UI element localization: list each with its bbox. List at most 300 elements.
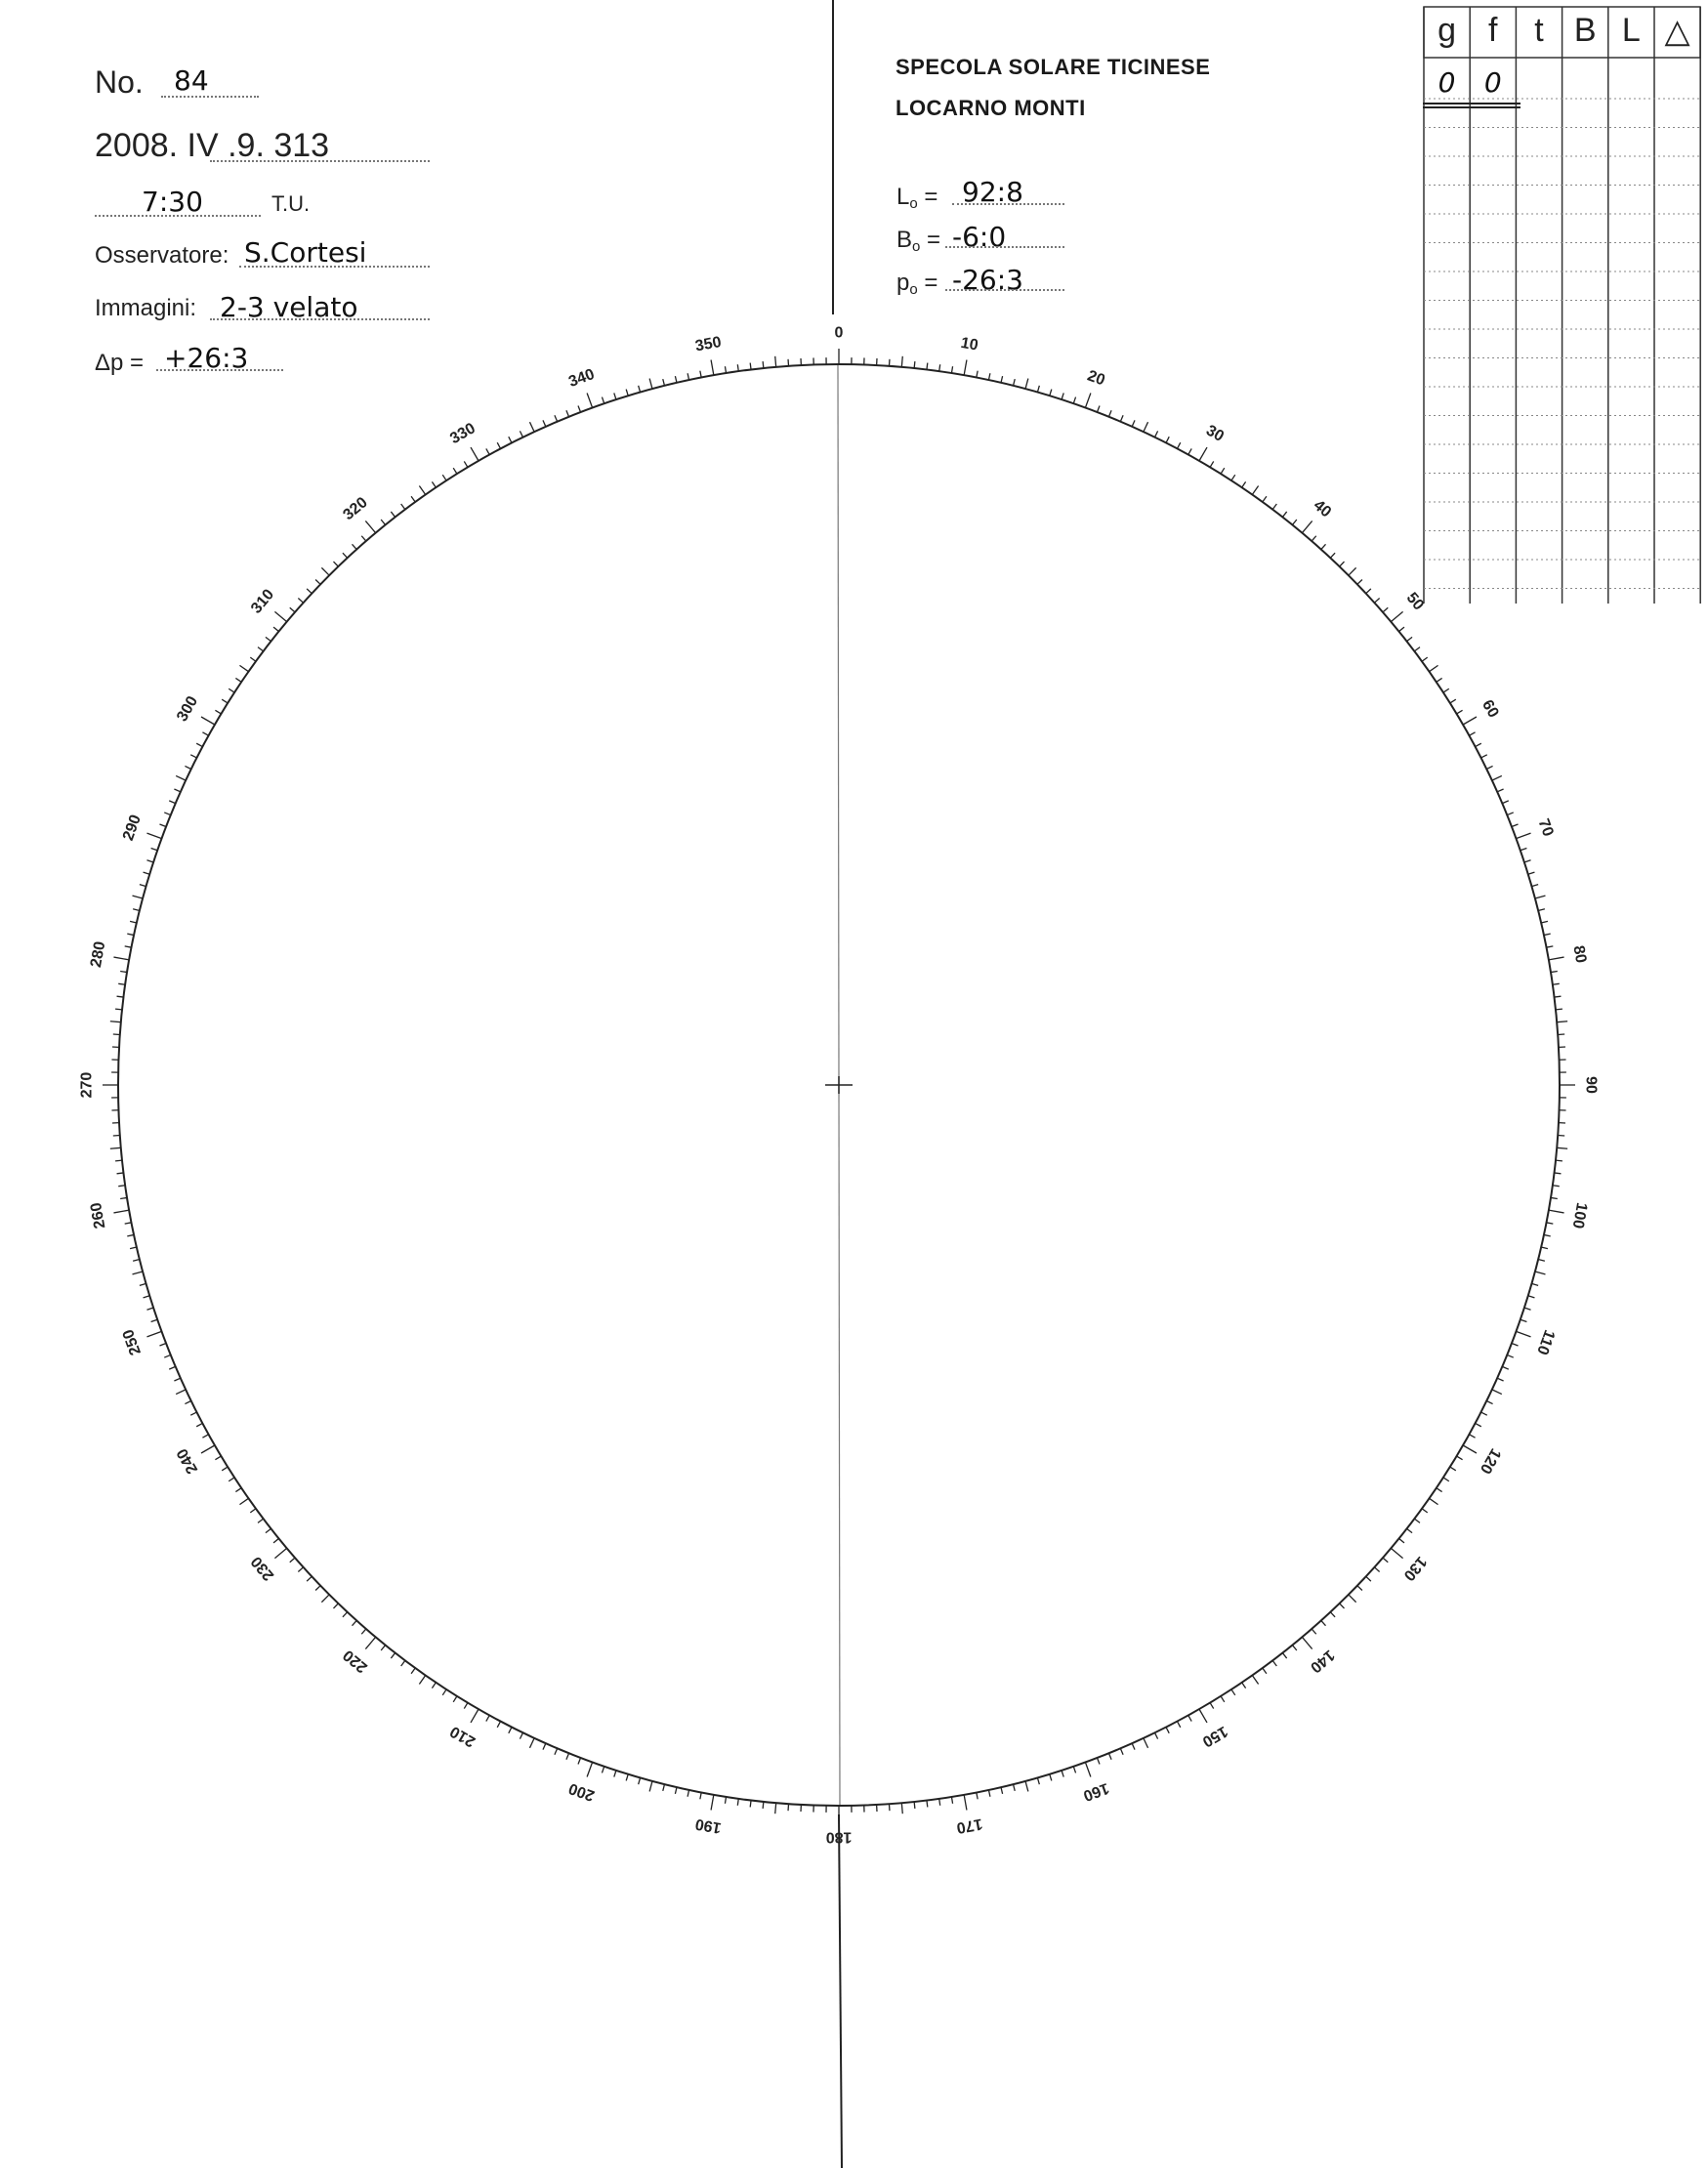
- degree-tick: [988, 373, 989, 380]
- degree-tick: [1528, 1296, 1535, 1298]
- degree-tick: [1357, 1586, 1362, 1591]
- degree-tick: [202, 1435, 208, 1438]
- degree-tick: [1221, 468, 1225, 474]
- degree-tick: [266, 637, 271, 641]
- degree-tick: [775, 356, 776, 367]
- degree-tick: [1497, 789, 1503, 792]
- degree-tick: [1553, 983, 1560, 984]
- degree-tick: [1132, 420, 1135, 426]
- degree-tick: [250, 1509, 256, 1513]
- degree-label: 90: [1582, 1076, 1600, 1094]
- degree-tick: [273, 1538, 278, 1542]
- degree-tick: [352, 544, 356, 549]
- degree-tick: [1549, 1210, 1564, 1213]
- degree-tick: [1073, 1767, 1075, 1773]
- degree-tick: [146, 1308, 153, 1310]
- degree-tick: [419, 485, 425, 494]
- degree-tick: [453, 468, 457, 474]
- degree-tick: [401, 1660, 405, 1666]
- table-header-4: L: [1621, 12, 1641, 49]
- degree-label: 30: [1203, 422, 1227, 445]
- degree-tick: [763, 1802, 764, 1809]
- degree-label: 140: [1307, 1646, 1338, 1676]
- degree-tick: [750, 1800, 751, 1807]
- degree-tick: [578, 405, 581, 412]
- degree-tick: [1144, 422, 1148, 432]
- degree-tick: [361, 1629, 366, 1634]
- degree-tick: [1422, 657, 1428, 661]
- degree-tick: [1502, 1366, 1508, 1369]
- degree-tick: [1430, 1498, 1438, 1504]
- degree-tick: [130, 1247, 137, 1249]
- degree-tick: [125, 946, 132, 947]
- observer-value: S.Cortesi: [244, 236, 367, 269]
- degree-tick: [333, 1604, 338, 1608]
- degree-tick: [711, 359, 714, 375]
- degree-tick: [140, 1283, 146, 1285]
- degree-tick: [1486, 766, 1492, 769]
- degree-label: 150: [1199, 1722, 1230, 1750]
- degree-tick: [185, 1401, 190, 1404]
- degree-tick: [1272, 1660, 1276, 1666]
- degree-tick: [1549, 957, 1564, 960]
- degree-tick: [1486, 1401, 1492, 1404]
- degree-tick: [626, 390, 628, 396]
- degree-label: 340: [566, 365, 598, 391]
- degree-tick: [1516, 833, 1530, 838]
- degree-tick: [471, 447, 479, 461]
- degree-tick: [115, 1160, 122, 1161]
- degree-tick: [700, 1792, 701, 1799]
- table-header-3: B: [1573, 12, 1597, 49]
- degree-tick: [229, 688, 234, 692]
- degree-tick: [442, 1689, 446, 1695]
- degree-tick: [687, 1790, 688, 1797]
- degree-tick: [1374, 1567, 1379, 1572]
- degree-tick: [201, 717, 215, 725]
- degree-tick: [1108, 1753, 1111, 1759]
- date-value: 2008. IV .9. 313: [95, 127, 330, 164]
- degree-tick: [365, 521, 375, 532]
- degree-tick: [140, 885, 146, 887]
- degree-tick: [1407, 1528, 1413, 1532]
- degree-tick: [1546, 946, 1553, 947]
- degree-tick: [1383, 1558, 1388, 1563]
- degree-tick: [675, 376, 677, 383]
- degree-tick: [432, 481, 436, 487]
- degree-tick: [315, 1586, 320, 1591]
- degree-tick: [737, 1799, 738, 1806]
- degree-tick: [1538, 1260, 1545, 1262]
- degree-tick: [977, 371, 978, 378]
- degree-tick: [951, 366, 952, 373]
- degree-tick: [125, 1223, 132, 1224]
- degree-tick: [700, 371, 701, 378]
- degree-label: 10: [959, 334, 979, 354]
- degree-tick: [1516, 1331, 1530, 1336]
- degree-tick: [1263, 496, 1267, 502]
- degree-tick: [290, 1558, 295, 1563]
- degree-tick: [901, 1803, 902, 1814]
- degree-tick: [159, 824, 166, 827]
- degree-label: 40: [1310, 496, 1335, 521]
- degree-tick: [1025, 379, 1028, 390]
- l0-label: $L_o$ =: [896, 184, 938, 212]
- degree-tick: [307, 589, 312, 594]
- degree-tick: [1302, 1637, 1312, 1648]
- degree-tick: [222, 699, 228, 703]
- degree-tick: [529, 1738, 534, 1748]
- degree-tick: [1282, 1653, 1286, 1659]
- degree-tick: [352, 1620, 356, 1625]
- degree-tick: [1177, 442, 1180, 448]
- degree-tick: [169, 1366, 175, 1369]
- degree-tick: [1144, 1738, 1148, 1748]
- degree-tick: [977, 1792, 978, 1799]
- degree-tick: [113, 1210, 129, 1213]
- degree-tick: [1231, 1689, 1235, 1695]
- degree-tick: [1374, 598, 1379, 603]
- degree-tick: [117, 996, 124, 997]
- degree-tick: [411, 1668, 415, 1674]
- degree-tick: [1001, 1787, 1003, 1794]
- degree-tick: [1340, 562, 1345, 566]
- degree-tick: [146, 1331, 161, 1336]
- degree-tick: [290, 607, 295, 612]
- degree-tick: [663, 379, 665, 386]
- degree-label: 250: [119, 1326, 145, 1357]
- degree-tick: [566, 410, 569, 416]
- degree-tick: [1210, 1703, 1214, 1709]
- degree-label: 210: [447, 1722, 479, 1750]
- degree-tick: [307, 1576, 312, 1581]
- degree-tick: [1349, 1595, 1356, 1603]
- p0-value: -26:3: [952, 264, 1023, 296]
- degree-tick: [1050, 1774, 1052, 1781]
- degree-tick: [1512, 1343, 1519, 1346]
- degree-tick: [120, 1197, 127, 1198]
- degree-tick: [1199, 447, 1207, 461]
- degree-tick: [215, 710, 221, 714]
- degree-tick: [1391, 1548, 1402, 1558]
- degree-label: 350: [693, 334, 723, 355]
- degree-label: 310: [248, 586, 278, 617]
- degree-tick: [1366, 589, 1371, 594]
- degree-label: 110: [1533, 1327, 1558, 1357]
- table-cell: 0: [1437, 66, 1456, 99]
- degree-tick: [115, 1009, 122, 1010]
- degree-tick: [1210, 461, 1214, 467]
- degree-tick: [401, 504, 405, 510]
- degree-tick: [127, 1234, 134, 1235]
- time-unit: T.U.: [271, 191, 311, 216]
- degree-tick: [1155, 431, 1158, 437]
- degree-tick: [1544, 1234, 1551, 1235]
- degree-tick: [649, 379, 652, 390]
- degree-tick: [391, 512, 395, 518]
- degree-tick: [464, 1703, 468, 1709]
- degree-tick: [169, 801, 175, 804]
- degree-tick: [725, 366, 726, 373]
- degree-tick: [663, 1784, 665, 1791]
- images-label: Immagini:: [95, 295, 197, 321]
- degree-tick: [1557, 1021, 1567, 1022]
- degree-tick: [737, 364, 738, 371]
- l0-value: 92:8: [962, 176, 1023, 208]
- degree-tick: [1541, 921, 1548, 923]
- degree-tick: [174, 1378, 180, 1381]
- degree-tick: [1476, 1423, 1481, 1426]
- degree-label: 200: [566, 1779, 598, 1805]
- degree-label: 20: [1085, 367, 1107, 390]
- degree-tick: [133, 896, 144, 898]
- degree-tick: [146, 833, 161, 838]
- degree-tick: [1551, 971, 1558, 972]
- degree-tick: [1321, 544, 1326, 549]
- degree-tick: [529, 422, 534, 432]
- degree-tick: [1463, 1445, 1477, 1453]
- degree-tick: [543, 420, 546, 426]
- delta-p-label: Δp =: [95, 350, 145, 376]
- degree-tick: [1544, 934, 1551, 935]
- degree-tick: [1437, 678, 1442, 682]
- degree-tick: [614, 1771, 616, 1777]
- degree-label: 80: [1569, 944, 1590, 965]
- degree-tick: [1073, 397, 1075, 404]
- degree-tick: [988, 1790, 989, 1797]
- degree-tick: [1050, 390, 1052, 396]
- degree-tick: [1521, 1319, 1527, 1321]
- degree-tick: [1512, 824, 1519, 827]
- degree-tick: [164, 1355, 170, 1357]
- degree-tick: [1097, 1758, 1100, 1765]
- degree-tick: [486, 1715, 489, 1721]
- number-value: 84: [174, 64, 209, 97]
- degree-tick: [190, 1412, 196, 1415]
- b0-label: $B_o$ =: [896, 227, 941, 255]
- degree-tick: [914, 361, 915, 368]
- degree-tick: [602, 1767, 604, 1773]
- degree-label: 180: [825, 1828, 853, 1846]
- degree-tick: [1252, 485, 1258, 494]
- degree-tick: [1524, 860, 1531, 862]
- degree-tick: [1422, 1509, 1428, 1513]
- degree-tick: [120, 971, 127, 972]
- degree-tick: [381, 520, 385, 524]
- observatory-location: LOCARNO MONTI: [896, 96, 1086, 120]
- degree-tick: [1469, 732, 1475, 735]
- degree-tick: [520, 431, 522, 437]
- degree-tick: [196, 1423, 202, 1426]
- degree-tick: [381, 1646, 385, 1650]
- degree-tick: [1492, 1390, 1502, 1395]
- degree-label: 160: [1080, 1779, 1111, 1805]
- degree-tick: [1557, 1147, 1567, 1148]
- table-header-0: g: [1437, 12, 1457, 49]
- degree-tick: [1166, 437, 1169, 442]
- degree-tick: [675, 1787, 677, 1794]
- degree-tick: [1108, 410, 1111, 416]
- degree-tick: [1521, 848, 1527, 850]
- degree-tick: [1292, 1646, 1296, 1650]
- degree-tick: [1538, 909, 1545, 911]
- degree-tick: [1531, 1283, 1538, 1285]
- degree-tick: [130, 921, 137, 923]
- degree-tick: [361, 536, 366, 541]
- table-header-5: △: [1664, 13, 1690, 50]
- degree-tick: [144, 872, 150, 874]
- degree-tick: [1037, 386, 1039, 393]
- degree-label: 280: [88, 939, 109, 969]
- degree-tick: [1302, 521, 1312, 532]
- degree-tick: [266, 1528, 271, 1532]
- degree-tick: [578, 1758, 581, 1765]
- degree-tick: [146, 860, 153, 862]
- degree-tick: [486, 448, 489, 454]
- degree-tick: [239, 1498, 248, 1504]
- b0-value: -6:0: [952, 221, 1007, 253]
- degree-label: 270: [78, 1071, 96, 1099]
- degree-tick: [520, 1732, 522, 1738]
- degree-tick: [1231, 475, 1235, 480]
- degree-tick: [110, 1147, 121, 1148]
- degree-tick: [1014, 379, 1016, 386]
- degree-tick: [235, 1488, 241, 1492]
- degree-label: 320: [340, 494, 371, 524]
- degree-tick: [901, 356, 902, 367]
- table-header-1: f: [1488, 12, 1498, 49]
- degree-tick: [133, 1272, 144, 1274]
- degree-tick: [1469, 1435, 1475, 1438]
- observer-label: Osservatore:: [95, 242, 229, 269]
- degree-tick: [1330, 1612, 1335, 1617]
- degree-tick: [1507, 1355, 1513, 1357]
- degree-tick: [133, 1260, 140, 1262]
- degree-tick: [687, 373, 688, 380]
- degree-tick: [1407, 637, 1413, 641]
- degree-label: 100: [1568, 1201, 1590, 1230]
- degree-tick: [258, 647, 264, 651]
- degree-tick: [315, 579, 320, 584]
- degree-tick: [1292, 520, 1296, 524]
- degree-tick: [1535, 1272, 1546, 1274]
- degree-tick: [215, 1456, 221, 1460]
- degree-label: 50: [1402, 589, 1428, 614]
- degree-label: 60: [1479, 697, 1502, 721]
- degree-tick: [1272, 504, 1276, 510]
- degree-label: 130: [1399, 1553, 1430, 1584]
- degree-label: 0: [834, 324, 844, 342]
- degree-tick: [1357, 579, 1362, 584]
- degree-tick: [1366, 1576, 1371, 1581]
- degree-tick: [464, 461, 468, 467]
- degree-tick: [509, 1728, 512, 1733]
- degree-tick: [1312, 1629, 1316, 1634]
- degree-tick: [202, 732, 208, 735]
- degree-tick: [927, 1800, 928, 1807]
- degree-tick: [1391, 611, 1402, 621]
- degree-tick: [1166, 1728, 1169, 1733]
- degree-label: 330: [447, 420, 479, 448]
- degree-label: 120: [1476, 1445, 1504, 1477]
- degree-tick: [1155, 1732, 1158, 1738]
- degree-tick: [419, 1676, 425, 1685]
- degree-tick: [939, 364, 940, 371]
- degree-tick: [1507, 813, 1513, 815]
- degree-tick: [555, 1748, 558, 1754]
- degree-tick: [1551, 1197, 1558, 1198]
- degree-tick: [587, 393, 592, 407]
- degree-tick: [1321, 1620, 1326, 1625]
- degree-tick: [1014, 1784, 1016, 1791]
- degree-tick: [1188, 1715, 1191, 1721]
- degree-tick: [1546, 1223, 1553, 1224]
- degree-tick: [763, 361, 764, 368]
- degree-tick: [1457, 710, 1463, 714]
- degree-tick: [1524, 1308, 1531, 1310]
- degree-tick: [1252, 1676, 1258, 1685]
- degree-tick: [250, 657, 256, 661]
- degree-label: 220: [340, 1646, 371, 1676]
- degree-label: 190: [693, 1814, 723, 1836]
- degree-tick: [1312, 536, 1316, 541]
- degree-tick: [1502, 801, 1508, 804]
- degree-tick: [1430, 665, 1438, 671]
- degree-tick: [127, 934, 134, 935]
- degree-tick: [497, 1722, 500, 1728]
- degree-tick: [1132, 1743, 1135, 1749]
- degree-tick: [1062, 393, 1063, 399]
- degree-tick: [951, 1797, 952, 1804]
- degree-tick: [1399, 627, 1404, 631]
- degree-tick: [176, 775, 186, 780]
- degree-tick: [1085, 393, 1090, 407]
- table-header-2: t: [1534, 12, 1544, 49]
- degree-tick: [602, 397, 604, 404]
- degree-tick: [1553, 1186, 1560, 1187]
- degree-tick: [1556, 1160, 1562, 1161]
- degree-tick: [566, 1753, 569, 1759]
- degree-label: 240: [174, 1445, 202, 1477]
- degree-tick: [1399, 1538, 1404, 1542]
- degree-label: 290: [119, 813, 145, 844]
- degree-tick: [321, 567, 329, 575]
- degree-tick: [113, 957, 129, 960]
- degree-tick: [1062, 1771, 1063, 1777]
- degree-tick: [711, 1795, 714, 1811]
- degree-tick: [750, 363, 751, 370]
- degree-tick: [110, 1021, 121, 1022]
- degree-tick: [1330, 553, 1335, 558]
- degree-tick: [1463, 717, 1477, 725]
- degree-tick: [471, 1709, 479, 1723]
- degree-tick: [964, 1795, 967, 1811]
- degree-tick: [174, 789, 180, 792]
- degree-tick: [201, 1445, 215, 1453]
- degree-tick: [1199, 1709, 1207, 1723]
- degree-tick: [239, 665, 248, 671]
- degree-tick: [1340, 1604, 1345, 1608]
- axis-bottom-extension: [839, 1814, 842, 2168]
- degree-tick: [725, 1797, 726, 1804]
- degree-tick: [144, 1296, 150, 1298]
- degree-tick: [321, 1595, 329, 1603]
- degree-tick: [432, 1683, 436, 1689]
- degree-tick: [151, 848, 158, 850]
- degree-tick: [117, 1173, 124, 1174]
- degree-tick: [1120, 1748, 1123, 1754]
- degree-tick: [164, 813, 170, 815]
